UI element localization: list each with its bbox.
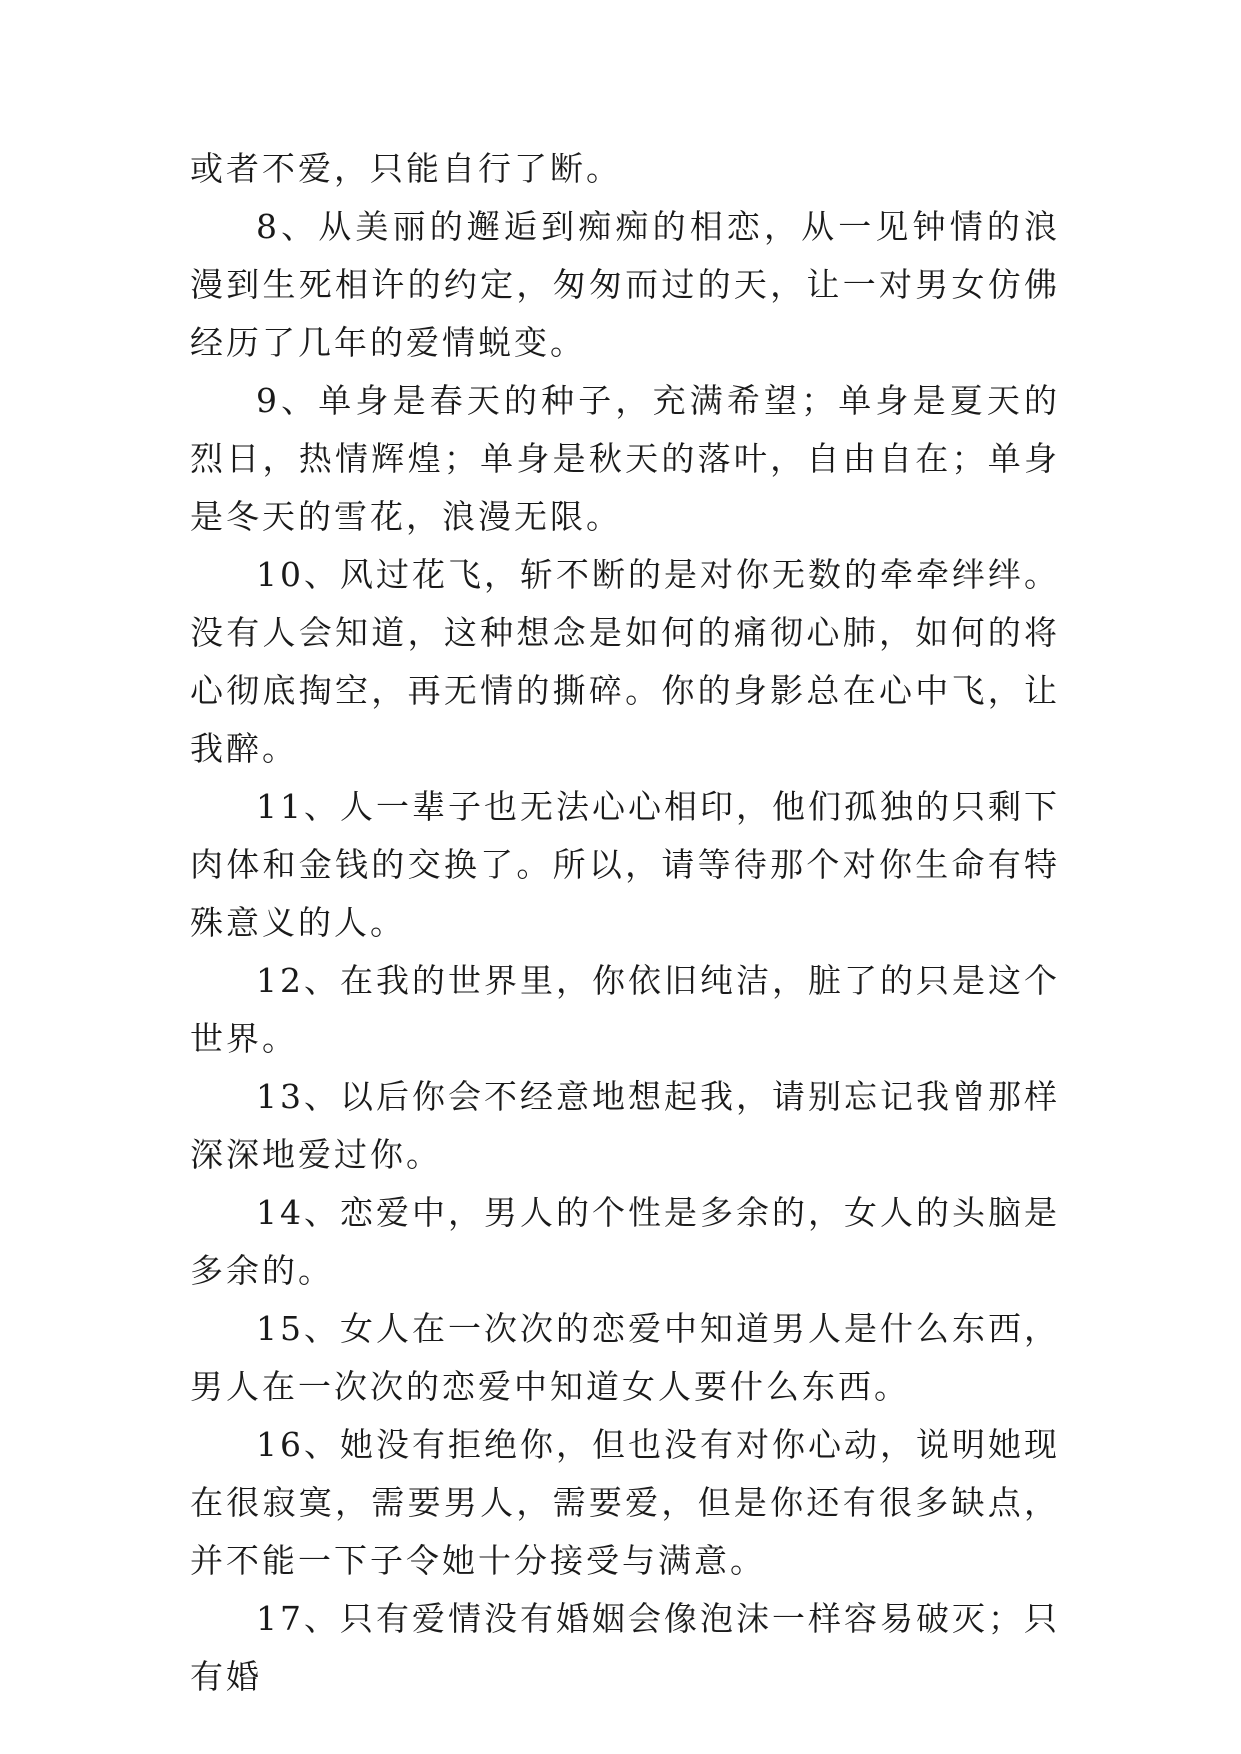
- paragraph-item-10: 10、风过花飞，斩不断的是对你无数的牵牵绊绊。没有人会知道，这种想念是如何的痛彻心肺，如何的将心彻底掏空，再无情的撕碎。你的身影总在心中飞，让我醉。: [190, 555, 1060, 768]
- paragraph-item-11: 11、人一辈子也无法心心相印，他们孤独的只剩下肉体和金钱的交换了。所以，请等待那个对你生命有特殊意义的人。: [190, 787, 1060, 942]
- paragraph-item-15: 15、女人在一次次的恋爱中知道男人是什么东西，男人在一次次的恋爱中知道女人要什么东西。: [190, 1309, 1060, 1406]
- paragraph-item-14: 14、恋爱中，男人的个性是多余的，女人的头脑是多余的。: [190, 1193, 1060, 1290]
- paragraph-item-13: 13、以后你会不经意地想起我，请别忘记我曾那样深深地爱过你。: [190, 1077, 1060, 1174]
- document-page: [190, 140, 1060, 1706]
- paragraph-item-17: 17、只有爱情没有婚姻会像泡沫一样容易破灭；只有婚: [190, 1599, 1060, 1696]
- paragraph-continuation: 或者不爱，只能自行了断。: [190, 149, 622, 188]
- paragraph-item-12: 12、在我的世界里，你依旧纯洁，脏了的只是这个世界。: [190, 961, 1060, 1058]
- paragraph-item-8: 8、从美丽的邂逅到痴痴的相恋，从一见钟情的浪漫到生死相许的约定，匆匆而过的天，让一对男女仿佛经历了几年的爱情蜕变。: [190, 207, 1060, 362]
- paragraph-item-16: 16、她没有拒绝你，但也没有对你心动，说明她现在很寂寞，需要男人，需要爱，但是你还有很多缺点，并不能一下子令她十分接受与满意。: [190, 1425, 1060, 1580]
- paragraph-item-9: 9、单身是春天的种子，充满希望；单身是夏天的烈日，热情辉煌；单身是秋天的落叶，自由自在；单身是冬天的雪花，浪漫无限。: [190, 381, 1060, 536]
